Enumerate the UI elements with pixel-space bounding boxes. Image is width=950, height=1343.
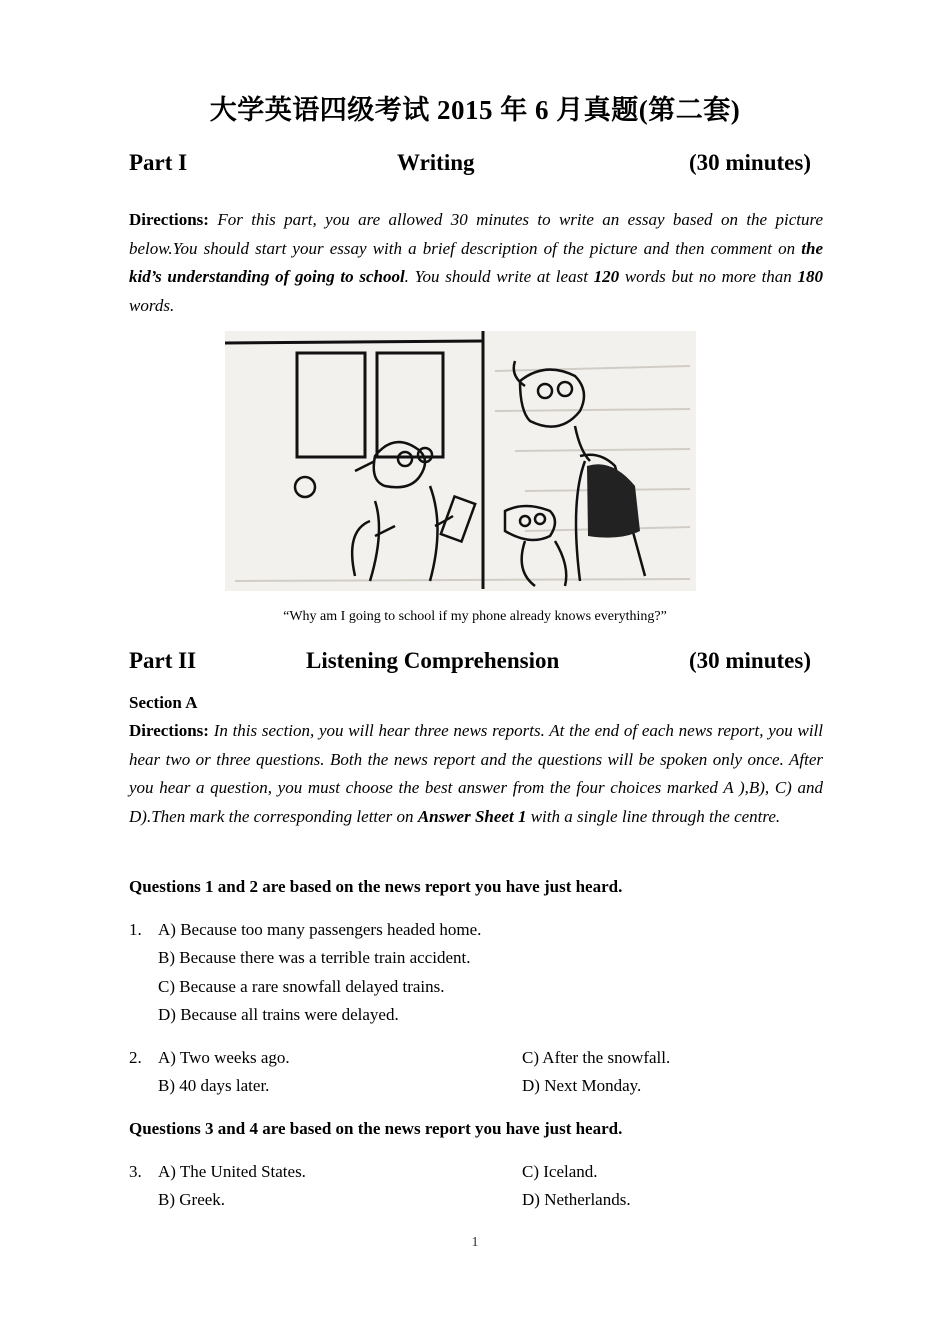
- question-number: 3.: [129, 1162, 142, 1181]
- part1-directions-text4: words.: [129, 295, 175, 315]
- q1-option-d: D) Because all trains were delayed.: [158, 1005, 399, 1024]
- q2-option-c: C) After the snowfall.: [522, 1048, 671, 1067]
- cartoon-illustration: [225, 331, 696, 591]
- question-number: 1.: [129, 920, 142, 939]
- part2-label: Part II: [129, 648, 197, 673]
- part1-directions-emphasis: the kid’s understanding of going to school: [129, 238, 823, 286]
- cartoon-caption: “Why am I going to school if my phone already knows everything?”: [283, 609, 667, 624]
- part1-header: [129, 150, 811, 180]
- part1-directions: [129, 206, 823, 320]
- q2-option-a: A) Two weeks ago.: [158, 1048, 290, 1067]
- q2-option-d: D) Next Monday.: [522, 1076, 642, 1095]
- question-number: 2.: [129, 1048, 142, 1067]
- q1-option-c: C) Because a rare snowfall delayed trains.: [158, 977, 445, 996]
- q3-option-b: B) Greek.: [158, 1190, 226, 1209]
- part1-time: (30 minutes): [688, 150, 811, 175]
- q1-option-b: B) Because there was a terrible train accident.: [158, 948, 471, 967]
- part1-name: Writing: [397, 150, 475, 175]
- question-group-heading-2: Questions 3 and 4 are based on the news report you have just heard.: [129, 1119, 623, 1138]
- question-group-heading-1: Questions 1 and 2 are based on the news report you have just heard.: [129, 877, 623, 896]
- part2-directions-text: In this section, you will hear three news reports. At the end of each news report, you will hear two or three questions. Both the news report and the questions will be spoken only once. After you hear a question, you must choose the best answer from the four choices marked A ),B), C) and D).Then mark the corresponding letter on: [129, 721, 823, 826]
- page-title: 大学英语四级考试 2015 年 6 月真题(第二套): [209, 95, 741, 125]
- page-number: 1: [471, 1235, 479, 1250]
- section-a-label: Section A: [129, 693, 198, 712]
- q3-option-d: D) Netherlands.: [522, 1190, 631, 1209]
- part1-directions-text2: . You should write at least: [404, 267, 594, 286]
- part1-directions-text: For this part, you are allowed 30 minutes to write an essay based on the picture below.You should start your essay with a brief description of the picture and then comment on: [129, 210, 823, 258]
- q3-option-a: A) The United States.: [158, 1162, 306, 1181]
- part2-name: Listening Comprehension: [306, 648, 560, 673]
- part2-directions-label: Directions:: [129, 721, 209, 740]
- answer-sheet-label: Answer Sheet 1: [417, 806, 527, 826]
- part2-directions: [129, 717, 823, 831]
- part1-directions-label: Directions:: [129, 210, 209, 229]
- q1-option-a: A) Because too many passengers headed home.: [158, 920, 482, 939]
- part1-directions-text3: words but no more than: [619, 267, 798, 286]
- q3-option-c: C) Iceland.: [522, 1162, 598, 1181]
- part2-time: (30 minutes): [688, 648, 811, 673]
- part1-max-words: 180: [797, 267, 823, 286]
- part2-header: [129, 648, 811, 678]
- part1-label: Part I: [129, 150, 188, 175]
- q2-option-b: B) 40 days later.: [158, 1076, 270, 1095]
- part1-min-words: 120: [593, 267, 620, 286]
- part2-directions-text2: with a single line through the centre.: [526, 806, 781, 826]
